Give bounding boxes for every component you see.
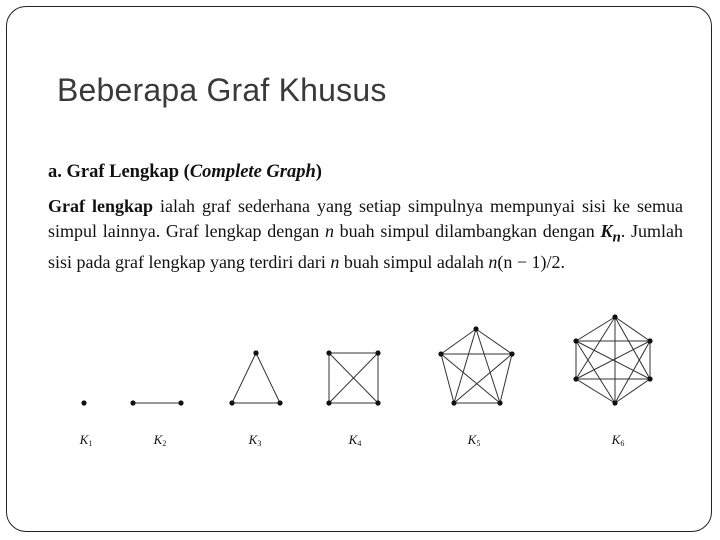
definition-var-n-2: n — [330, 251, 340, 272]
graph-k5-edge — [454, 354, 512, 403]
definition-text-4: buah simpul adalah — [339, 251, 489, 272]
definition-text-1: ialah graf sederhana yang setiap simpulnya mempunyai sisi ke semua simpul lainnya. Graf lengkap dengan — [48, 196, 683, 241]
heading-term: Complete Graph — [189, 162, 316, 182]
graph-k5-edge — [441, 354, 500, 403]
graph-k6-label: K6 — [611, 432, 625, 448]
definition-formula-n: n — [488, 251, 498, 272]
graph-k1-vertex — [81, 400, 86, 405]
graph-k5-edge — [441, 354, 454, 403]
graph-k6-edge — [615, 317, 650, 341]
graph-k5-edge — [441, 329, 476, 354]
definition-formula-rest: (n − 1)/2. — [497, 251, 566, 272]
graph-k6-edge — [615, 379, 650, 403]
complete-graphs-figure — [0, 300, 720, 460]
definition-symbol-sub: n — [612, 229, 621, 246]
definition-symbol-K: K — [600, 220, 613, 241]
graph-k3-vertex — [229, 400, 234, 405]
graph-k5-vertex — [451, 400, 456, 405]
graph-k5 — [438, 326, 514, 448]
graph-k5-edge — [500, 354, 512, 403]
graph-k3-edge — [232, 353, 256, 403]
heading-suffix: ) — [315, 162, 322, 182]
graph-k4-label: K4 — [348, 432, 362, 448]
graph-k6-vertex — [573, 376, 578, 381]
definition-text-2: buah simpul dilambangkan dengan — [333, 220, 601, 241]
graph-k1-label: K1 — [79, 432, 93, 448]
graph-k2-vertex — [178, 400, 183, 405]
graph-k3 — [229, 350, 282, 448]
graph-k2-vertex — [130, 400, 135, 405]
graph-k3-edge — [256, 353, 280, 403]
graph-k5-vertex — [509, 351, 514, 356]
section-heading — [48, 162, 322, 183]
graph-k6-vertex — [612, 400, 617, 405]
graph-k1 — [79, 400, 93, 448]
slide-title: Beberapa Graf Khusus — [57, 72, 387, 108]
definition-paragraph — [48, 194, 683, 274]
graph-k4-vertex — [375, 350, 380, 355]
complete-graphs-svg — [0, 300, 720, 460]
graph-k6-vertex — [647, 338, 652, 343]
graph-k6-edge — [576, 341, 615, 403]
graph-k3-vertex — [277, 400, 282, 405]
definition-text-3: . Jumlah sisi pada graf lengkap yang terdiri dari — [48, 220, 683, 272]
graph-k6-edge — [576, 379, 615, 403]
graph-k4 — [326, 350, 380, 448]
graph-k4-vertex — [326, 400, 331, 405]
graph-k6-edge — [576, 317, 615, 379]
graph-k5-label: K5 — [467, 432, 481, 448]
graph-k5-vertex — [473, 326, 478, 331]
graph-k5-edge — [476, 329, 512, 354]
graph-k4-vertex — [375, 400, 380, 405]
graph-k5-edge — [454, 329, 476, 403]
graph-k3-label: K3 — [248, 432, 262, 448]
graph-k3-vertex — [253, 350, 258, 355]
graph-k2-label: K2 — [153, 432, 167, 448]
graph-k4-vertex — [326, 350, 331, 355]
graph-k5-edge — [476, 329, 500, 403]
definition-var-n-1: n — [324, 220, 334, 241]
graph-k6-vertex — [573, 338, 578, 343]
graph-k5-vertex — [438, 351, 443, 356]
graph-k6-edge — [576, 317, 615, 341]
graph-k2 — [130, 400, 183, 448]
graph-k6-vertex — [647, 376, 652, 381]
graph-k6-vertex — [612, 314, 617, 319]
graph-k5-vertex — [497, 400, 502, 405]
graph-k6 — [573, 314, 652, 448]
heading-prefix: a. Graf Lengkap ( — [48, 162, 190, 182]
definition-term: Graf lengkap — [48, 196, 154, 216]
